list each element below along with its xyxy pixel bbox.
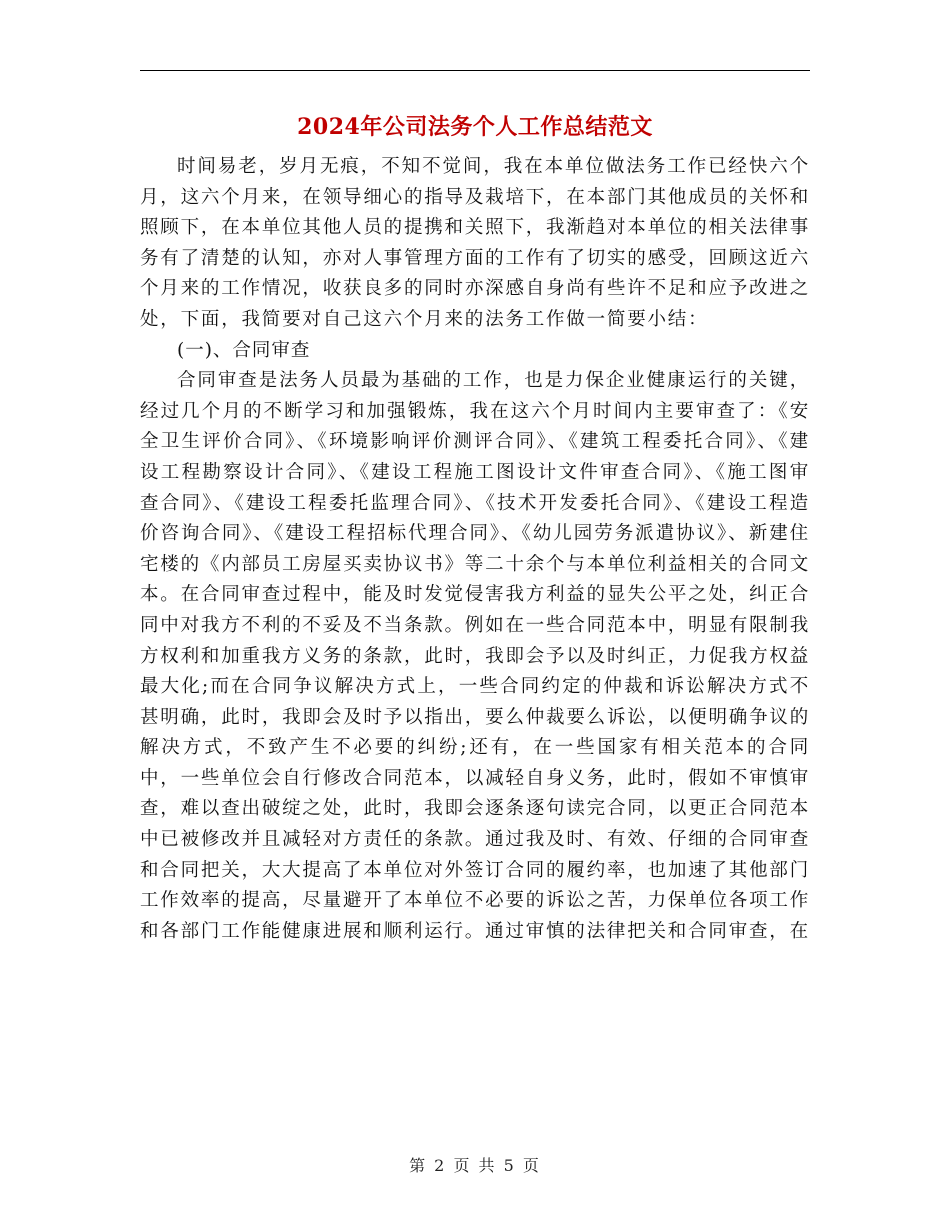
document-body [140, 152, 810, 947]
intro-paragraph: 时间易老，岁月无痕，不知不觉间，我在本单位做法务工作已经快六个月，这六个月来，在领导细心的指导及栽培下，在本部门其他成员的关怀和照顾下，在本单位其他人员的提携和关照下，我渐趋对本单位的相关法律事务有了清楚的认知，亦对人事管理方面的工作有了切实的感受，回顾这近六个月来的工作情况，收获良多的同时亦深感自身尚有些许不足和应予改进之处，下面，我简要对自己这六个月来的法务工作做一简要小结： [140, 156, 810, 330]
document-title: 2024年公司法务个人工作总结范文 [297, 114, 653, 140]
page-indicator: 第 2 页 共 5 页 [409, 1156, 541, 1175]
header-rule [140, 70, 810, 71]
contract-review-paragraph: 合同审查是法务人员最为基础的工作，也是力保企业健康运行的关键，经过几个月的不断学习和加强锻炼，我在这六个月时间内主要审查了：《安全卫生评价合同》、《环境影响评价测评合同》、《建筑工程委托合同》、《建设工程勘察设计合同》、《建设工程施工图设计文件审查合同》、《施工图审查合同》、《建设工程委托监理合同》、《技术开发委托合同》、《建设工程造价咨询合同》、《建设工程招标代理合同》、《幼儿园劳务派遣协议》、新建住宅楼的《内部员工房屋买卖协议书》等二十余个与本单位利益相关的合同文本。在合同审查过程中，能及时发觉侵害我方利益的显失公平之处，纠正合同中对我方不利的不妥及不当条款。例如在一些合同范本中，明显有限制我方权利和加重我方义务的条款，此时，我即会予以及时纠正，力促我方权益最大化;而在合同争议解决方式上，一些合同约定的仲裁和诉讼解决方式不甚明确，此时，我即会及时予以指出，要么仲裁要么诉讼，以便明确争议的解决方式，不致产生不必要的纠纷;还有，在一些国家有相关范本的合同中，一些单位会自行修改合同范本，以减轻自身义务，此时，假如不审慎审查，难以查出破绽之处，此时，我即会逐条逐句读完合同，以更正合同范本中已被修改并且减轻对方责任的条款。通过我及时、有效、仔细的合同审查和合同把关，大大提高了本单位对外签订合同的履约率，也加速了其他部门工作效率的提高，尽量避开了本单位不必要的诉讼之苦，力保单位各项工作和各部门工作能健康进展和顺利运行。通过审慎的法律把关和合同审查，在 [140, 370, 810, 942]
section-heading-contract-review: (一)、合同审查 [177, 339, 311, 361]
